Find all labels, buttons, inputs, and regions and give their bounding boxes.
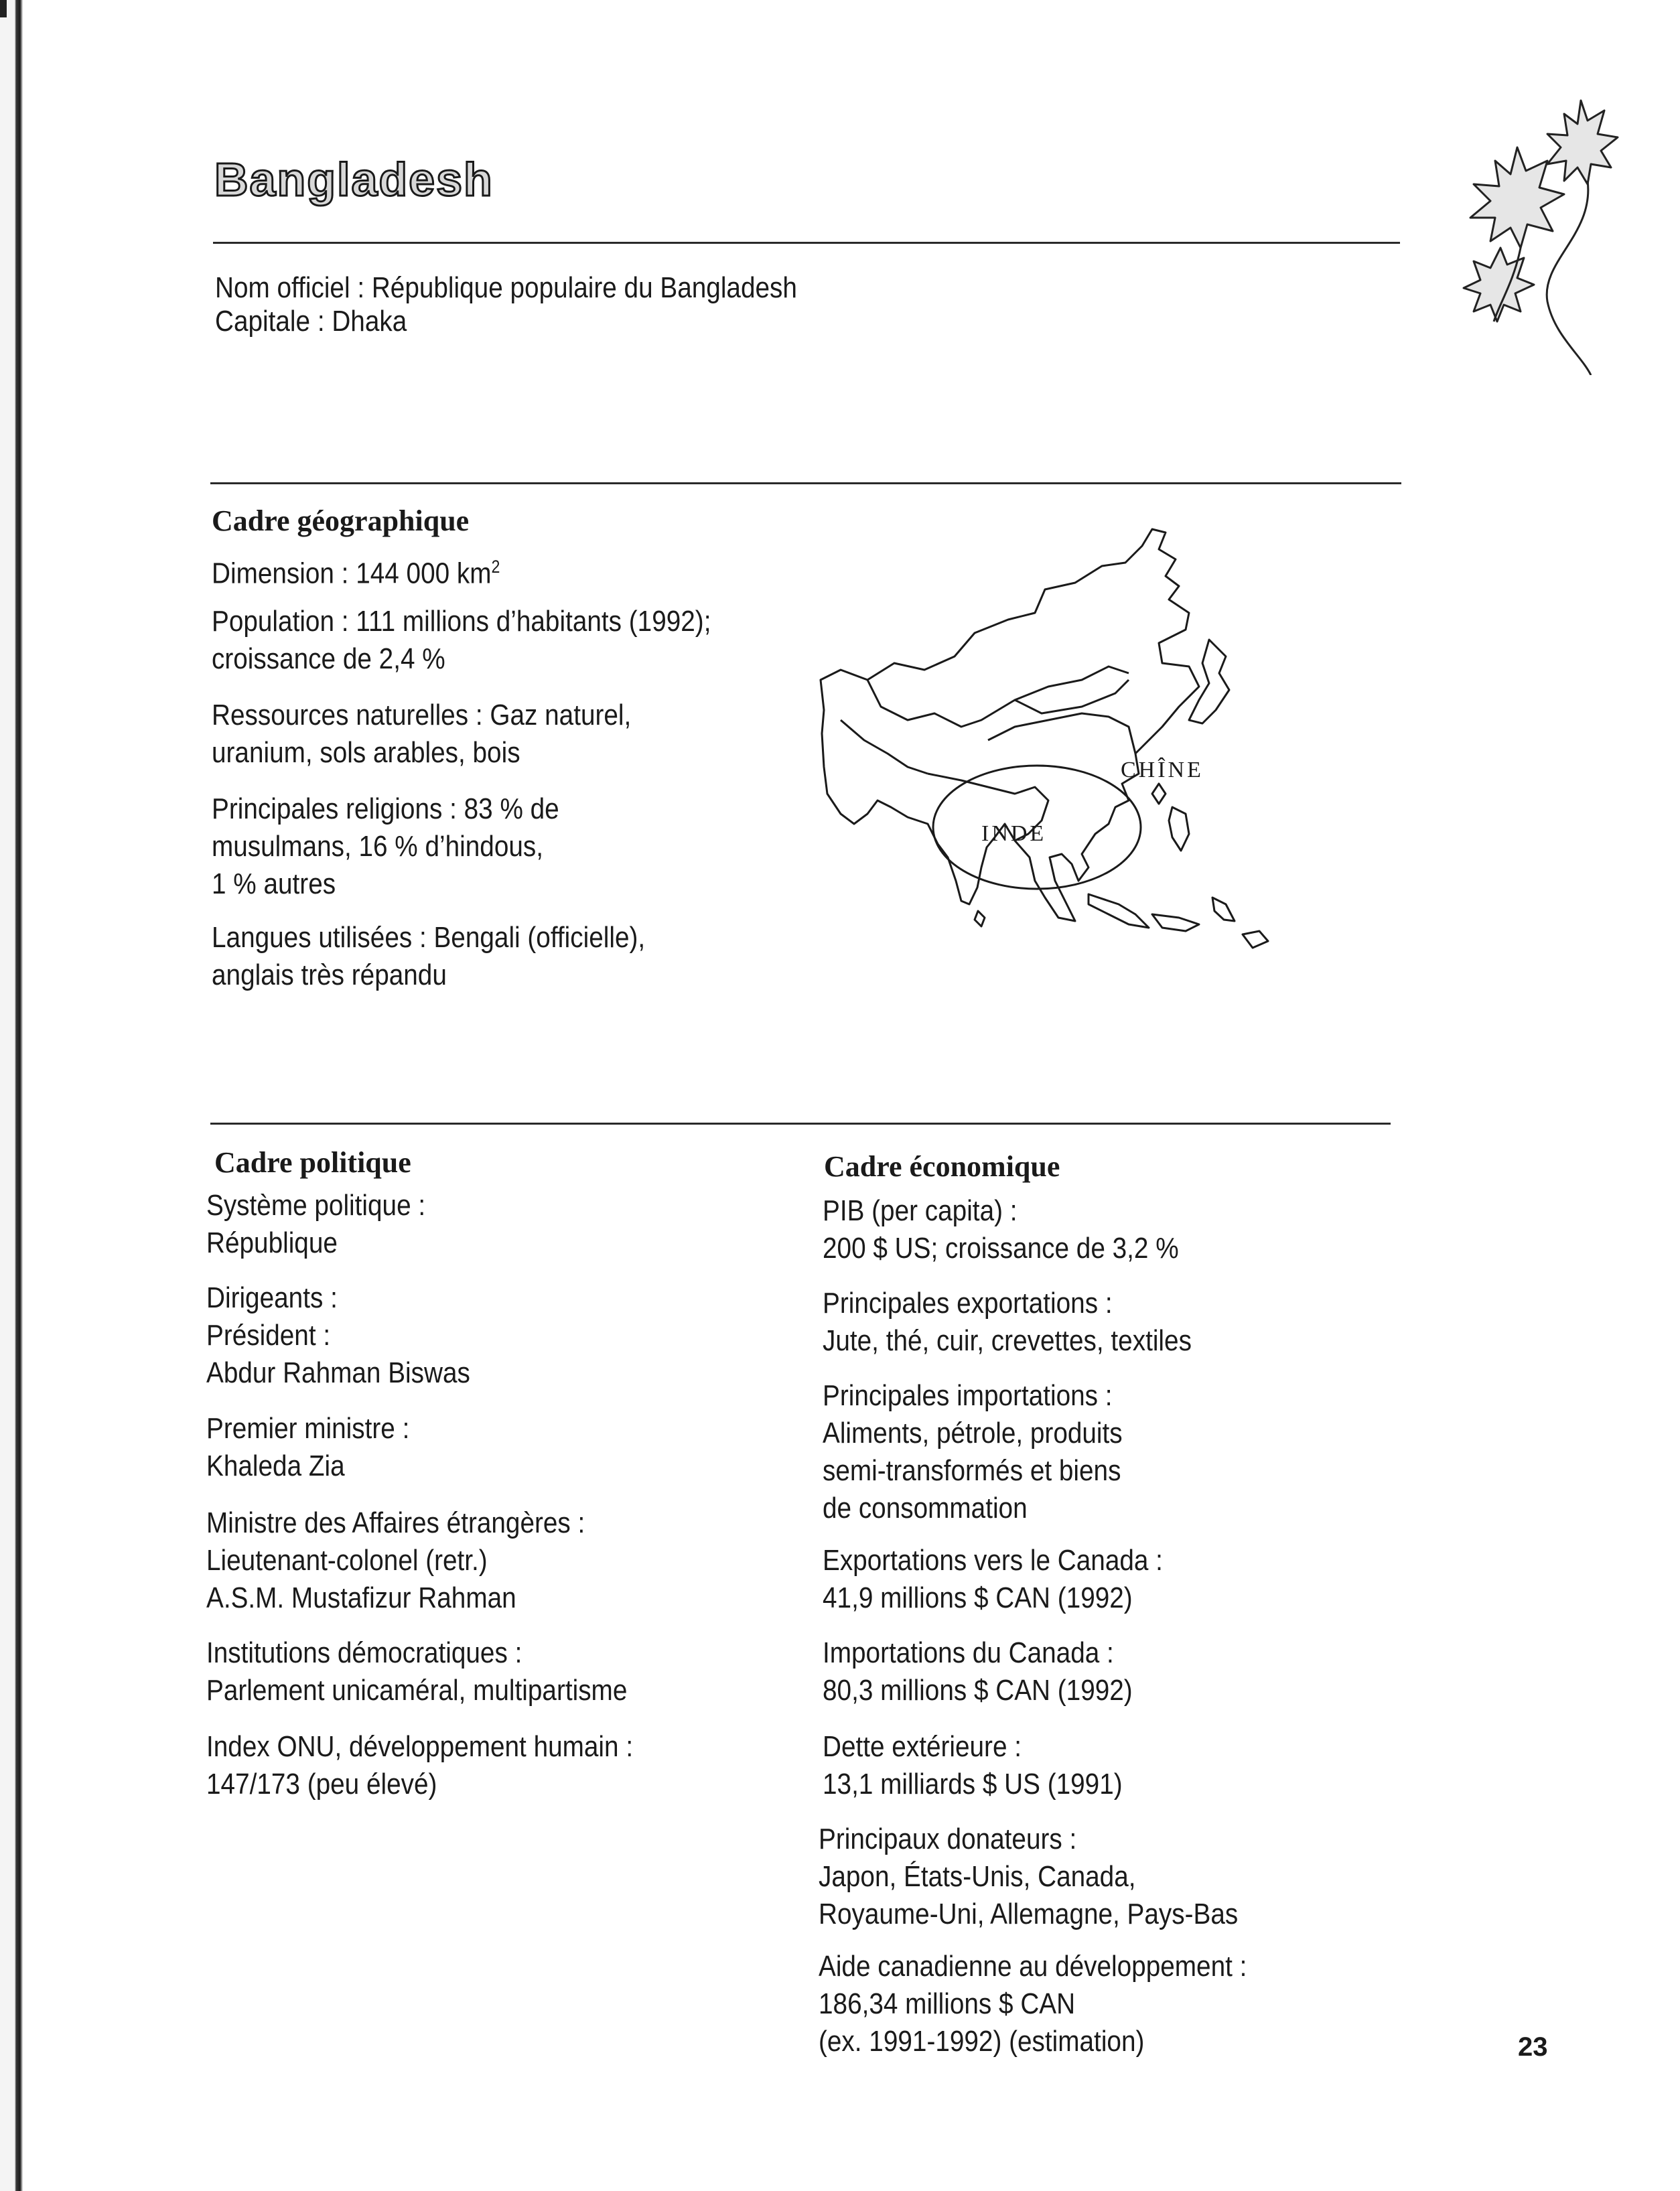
religions-line: 1 % autres — [212, 867, 336, 900]
central-asia-border — [867, 666, 1129, 727]
external-debt-line: 13,1 milliards $ US (1991) — [823, 1768, 1123, 1800]
languages-line: Langues utilisées : Bengali (officielle), — [212, 921, 646, 954]
prime-minister-block — [206, 1410, 437, 1485]
leaders-line: Président : — [206, 1319, 331, 1352]
imports-canada-line: 80,3 millions $ CAN (1992) — [823, 1674, 1133, 1707]
donors-line: Royaume-Uni, Allemagne, Pays-Bas — [819, 1898, 1239, 1930]
imports-block — [823, 1377, 1164, 1527]
exports-line: Principales exportations : — [823, 1287, 1113, 1320]
un-index-line: Index ONU, développement humain : — [206, 1730, 634, 1763]
religions-line: Principales religions : 83 % de — [212, 792, 559, 825]
imports-line: de consommation — [823, 1492, 1028, 1525]
leaders-line: Abdur Rahman Biswas — [206, 1356, 470, 1389]
geography-rule — [210, 482, 1401, 484]
map-label-india: INDE — [981, 821, 1047, 846]
geography-heading: Cadre géographique — [212, 504, 470, 537]
institutions-line: Institutions démocratiques : — [206, 1636, 522, 1669]
exports-block — [823, 1285, 1242, 1360]
china-border — [988, 713, 1135, 754]
indonesia-2 — [1152, 914, 1199, 931]
maple-leaf-icon — [1454, 80, 1628, 375]
exports-canada-block — [823, 1542, 1209, 1617]
leaders-line: Dirigeants : — [206, 1281, 338, 1314]
japan — [1189, 640, 1229, 723]
languages-block — [212, 919, 704, 994]
population-block — [212, 603, 779, 678]
binding-mark — [0, 0, 7, 17]
foreign-minister-block — [206, 1504, 636, 1617]
imports-line: Aliments, pétrole, produits — [823, 1417, 1123, 1450]
population-line: croissance de 2,4 % — [212, 642, 445, 675]
politics-heading: Cadre politique — [214, 1146, 411, 1179]
foreign-minister-line: Lieutenant-colonel (retr.) — [206, 1544, 488, 1577]
leaders-block — [206, 1279, 506, 1392]
resources-line: uranium, sols arables, bois — [212, 736, 520, 769]
prime-minister-line: Khaleda Zia — [206, 1450, 345, 1482]
capital: Capitale : Dhaka — [215, 305, 407, 338]
resources-block — [212, 697, 689, 772]
imports-canada-block — [823, 1634, 1175, 1709]
indonesia-1 — [1089, 894, 1149, 928]
system-block — [206, 1187, 456, 1262]
politics-rule — [210, 1123, 1391, 1125]
system-line: Système politique : — [206, 1189, 426, 1222]
gdp-line: 200 $ US; croissance de 3,2 % — [823, 1232, 1179, 1265]
exports-canada-line: Exportations vers le Canada : — [823, 1544, 1163, 1577]
asia-outline — [821, 529, 1199, 921]
foreign-minister-line: A.S.M. Mustafizur Rahman — [206, 1581, 516, 1614]
un-index-block — [206, 1728, 691, 1803]
foreign-minister-line: Ministre des Affaires étrangères : — [206, 1506, 585, 1539]
exports-line: Jute, thé, cuir, crevettes, textiles — [823, 1324, 1192, 1357]
middle-east-border — [841, 720, 928, 774]
imports-canada-line: Importations du Canada : — [823, 1636, 1114, 1669]
imports-line: semi-transformés et biens — [823, 1454, 1121, 1487]
imports-line: Principales importations : — [823, 1379, 1113, 1412]
gdp-block — [823, 1192, 1227, 1267]
page-title: Bangladesh — [214, 153, 494, 206]
donors-block — [819, 1821, 1296, 1933]
dimension-superscript: 2 — [491, 557, 500, 577]
population-line: Population : 111 millions d’habitants (1992); — [212, 605, 711, 638]
external-debt-block — [823, 1728, 1164, 1803]
external-debt-line: Dette extérieure : — [823, 1730, 1022, 1763]
canadian-aid-line: Aide canadienne au développement : — [819, 1950, 1247, 1983]
economy-heading: Cadre économique — [824, 1150, 1060, 1183]
religions-block — [212, 790, 606, 903]
asia-map — [814, 519, 1323, 975]
canadian-aid-block — [819, 1948, 1306, 2060]
new-guinea — [1243, 931, 1268, 948]
binding-edge — [0, 0, 23, 2191]
gdp-line: PIB (per capita) : — [823, 1194, 1018, 1227]
languages-line: anglais très répandu — [212, 959, 447, 991]
institutions-line: Parlement unicaméral, multipartisme — [206, 1674, 628, 1707]
institutions-block — [206, 1634, 685, 1709]
donors-line: Japon, États-Unis, Canada, — [819, 1860, 1136, 1893]
philippines — [1169, 807, 1189, 851]
dimension-value: Dimension : 144 000 km — [212, 557, 492, 590]
dimension — [212, 548, 500, 593]
mongolia-border — [1015, 680, 1129, 713]
sri-lanka — [975, 911, 985, 926]
map-label-china: CHÎNE — [1121, 758, 1204, 782]
system-line: République — [206, 1226, 338, 1259]
un-index-line: 147/173 (peu élevé) — [206, 1768, 437, 1800]
official-name: Nom officiel : République populaire du Bangladesh — [215, 271, 797, 304]
donors-line: Principaux donateurs : — [819, 1823, 1077, 1855]
canadian-aid-line: (ex. 1991-1992) (estimation) — [819, 2025, 1145, 2058]
exports-canada-line: 41,9 millions $ CAN (1992) — [823, 1581, 1133, 1614]
page-number: 23 — [1518, 2032, 1548, 2062]
prime-minister-line: Premier ministre : — [206, 1412, 410, 1445]
resources-line: Ressources naturelles : Gaz naturel, — [212, 699, 632, 731]
indonesia-3 — [1212, 898, 1235, 921]
taiwan — [1152, 784, 1166, 804]
title-rule — [213, 242, 1400, 244]
religions-line: musulmans, 16 % d’hindous, — [212, 830, 544, 863]
canadian-aid-line: 186,34 millions $ CAN — [819, 1987, 1076, 2020]
